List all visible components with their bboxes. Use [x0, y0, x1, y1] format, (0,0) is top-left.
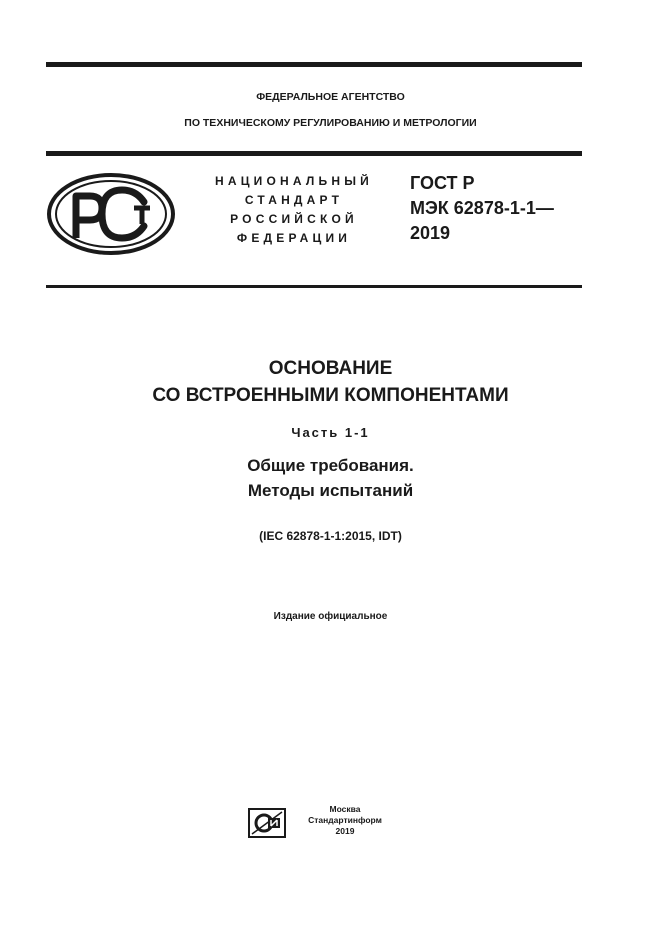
designation-line-1: ГОСТ Р	[410, 173, 475, 193]
agency-line-2: ПО ТЕХНИЧЕСКОМУ РЕГУЛИРОВАНИЮ И МЕТРОЛОГИИ	[184, 117, 477, 129]
part-number: Часть 1-1	[291, 425, 370, 440]
document-title-line-2: СО ВСТРОЕННЫМИ КОМПОНЕНТАМИ	[152, 385, 509, 406]
document-title-line-1: ОСНОВАНИЕ	[268, 358, 393, 379]
rst-certification-mark-icon	[46, 172, 176, 256]
standartinform-logo-icon	[248, 808, 286, 838]
publication-year: 2019	[335, 826, 355, 836]
standard-type-line-1: НАЦИОНАЛЬНЫЙ	[214, 174, 374, 188]
publisher-block	[300, 804, 390, 837]
standard-designation	[410, 171, 554, 246]
subtitle-line-2: Методы испытаний	[247, 481, 414, 500]
agency-line-1: ФЕДЕРАЛЬНОЕ АГЕНТСТВО	[256, 91, 405, 103]
masthead-bottom-rule	[46, 285, 582, 288]
iec-reference: (IEC 62878-1-1:2015, IDT)	[259, 529, 402, 543]
edition-note: Издание официальное	[273, 611, 388, 622]
header-divider-rule	[46, 151, 582, 156]
publisher-name: Стандартинформ	[308, 815, 382, 825]
designation-line-2: МЭК 62878-1-1—	[410, 198, 554, 218]
designation-line-3: 2019	[410, 223, 451, 243]
subtitle-line-1: Общие требования.	[247, 456, 414, 475]
publisher-city: Москва	[329, 804, 361, 814]
standard-type-line-3: РОССИЙСКОЙ	[230, 212, 358, 226]
standard-type	[196, 172, 392, 248]
top-rule	[46, 62, 582, 67]
standard-type-line-4: ФЕДЕРАЦИИ	[236, 231, 352, 245]
standard-type-line-2: СТАНДАРТ	[244, 193, 344, 207]
